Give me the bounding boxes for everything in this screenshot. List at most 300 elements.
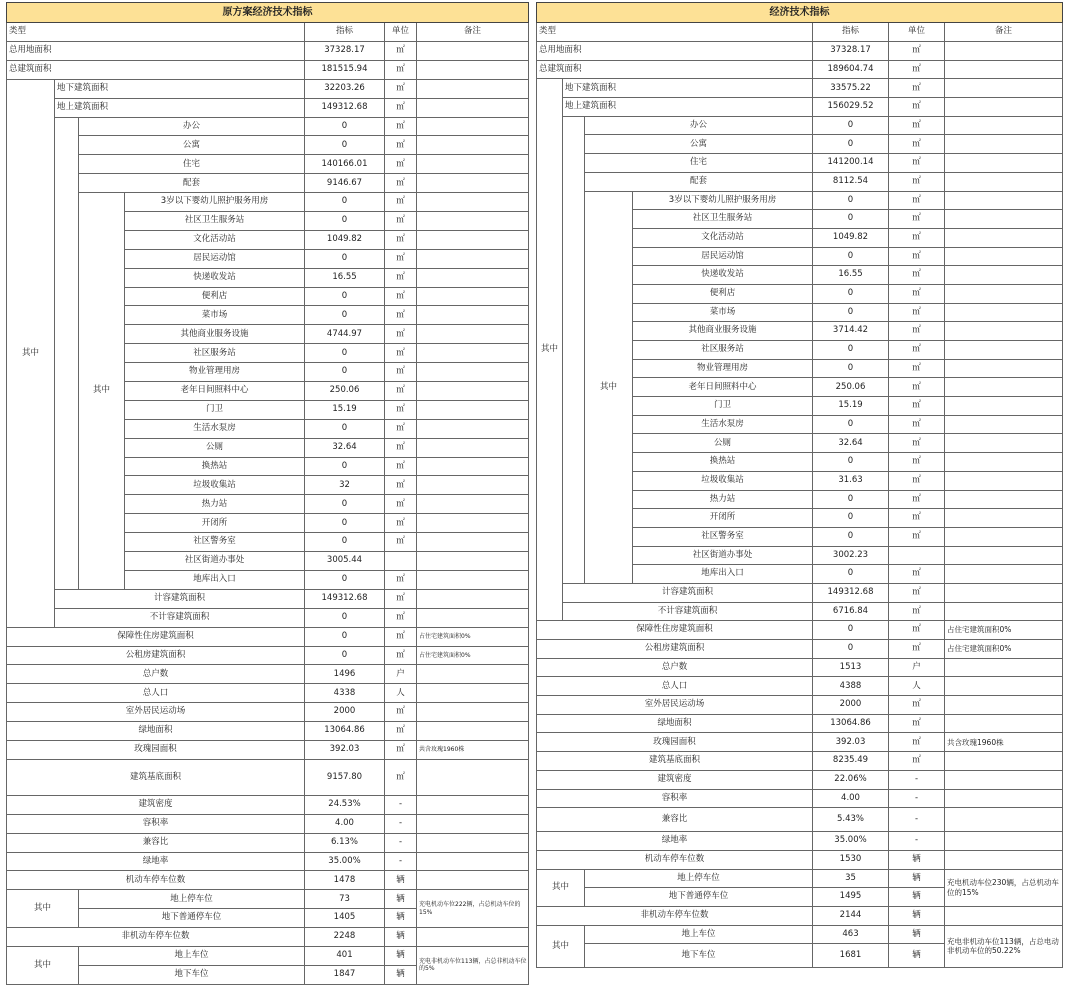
group-spacer bbox=[563, 116, 585, 583]
note-cell bbox=[945, 546, 1063, 565]
unit-cell: ㎡ bbox=[385, 570, 417, 589]
unit-cell: - bbox=[889, 832, 945, 851]
unit-cell: 辆 bbox=[889, 944, 945, 968]
note-cell bbox=[417, 136, 529, 155]
row-label: 开闭所 bbox=[633, 509, 813, 528]
value-cell: 181515.94 bbox=[305, 60, 385, 79]
unit-cell: ㎡ bbox=[889, 135, 945, 154]
value-cell: 0 bbox=[305, 495, 385, 514]
note-cell bbox=[945, 284, 1063, 303]
note-cell: 充电非机动车位113辆，占总电动非机动车位的50.22% bbox=[945, 925, 1063, 968]
note-cell bbox=[945, 135, 1063, 154]
value-cell: 0 bbox=[305, 136, 385, 155]
row-label: 兼容比 bbox=[537, 808, 813, 832]
value-cell: 32 bbox=[305, 476, 385, 495]
row-label: 地下车位 bbox=[79, 965, 305, 984]
row-label: 生活水泵房 bbox=[125, 419, 305, 438]
unit-cell: ㎡ bbox=[889, 621, 945, 640]
row-label: 住宅 bbox=[585, 154, 813, 173]
note-cell bbox=[945, 42, 1063, 61]
group-label-qizhong: 其中 bbox=[7, 946, 79, 984]
note-cell bbox=[417, 155, 529, 174]
note-cell: 共含玫瑰1960株 bbox=[945, 733, 1063, 752]
unit-cell: 辆 bbox=[385, 890, 417, 909]
value-cell: 401 bbox=[305, 946, 385, 965]
row-label: 菜市场 bbox=[125, 306, 305, 325]
value-cell: 8112.54 bbox=[813, 172, 889, 191]
value-cell: 0 bbox=[305, 627, 385, 646]
row-label: 社区服务站 bbox=[125, 344, 305, 363]
note-cell bbox=[417, 419, 529, 438]
row-label: 公租房建筑面积 bbox=[537, 640, 813, 659]
value-cell: 0 bbox=[813, 284, 889, 303]
note-cell bbox=[945, 266, 1063, 285]
note-cell bbox=[417, 363, 529, 382]
unit-cell: ㎡ bbox=[385, 759, 417, 795]
row-label: 公厕 bbox=[633, 434, 813, 453]
row-label: 兼容比 bbox=[7, 833, 305, 852]
row-label: 地上建筑面积 bbox=[55, 98, 305, 117]
unit-cell: ㎡ bbox=[889, 172, 945, 191]
unit-cell: 辆 bbox=[889, 906, 945, 925]
row-label: 社区卫生服务站 bbox=[633, 210, 813, 229]
unit-cell: ㎡ bbox=[385, 136, 417, 155]
unit-cell: ㎡ bbox=[889, 60, 945, 79]
note-cell bbox=[945, 752, 1063, 771]
unit-cell: 辆 bbox=[385, 946, 417, 965]
note-cell bbox=[945, 714, 1063, 733]
note-cell bbox=[417, 212, 529, 231]
row-label: 门卫 bbox=[633, 397, 813, 416]
note-cell bbox=[945, 191, 1063, 210]
unit-cell: ㎡ bbox=[385, 344, 417, 363]
unit-cell: - bbox=[385, 814, 417, 833]
row-label: 住宅 bbox=[79, 155, 305, 174]
row-label: 社区卫生服务站 bbox=[125, 212, 305, 231]
unit-cell: 辆 bbox=[889, 925, 945, 944]
row-label: 地库出入口 bbox=[633, 565, 813, 584]
row-label: 总户数 bbox=[537, 658, 813, 677]
note-cell bbox=[417, 722, 529, 741]
revised-scheme-table bbox=[536, 2, 1062, 968]
note-cell bbox=[417, 871, 529, 890]
unit-cell: ㎡ bbox=[385, 533, 417, 552]
value-cell: 0 bbox=[305, 457, 385, 476]
row-label: 居民运动馆 bbox=[125, 249, 305, 268]
value-cell: 24.53% bbox=[305, 795, 385, 814]
value-cell: 9157.80 bbox=[305, 759, 385, 795]
unit-cell: ㎡ bbox=[385, 722, 417, 741]
note-cell bbox=[945, 583, 1063, 602]
group-label-qizhong: 其中 bbox=[537, 869, 585, 906]
note-cell bbox=[945, 397, 1063, 416]
row-label: 地库出入口 bbox=[125, 570, 305, 589]
unit-cell: ㎡ bbox=[889, 266, 945, 285]
row-label: 菜市场 bbox=[633, 303, 813, 322]
value-cell: 33575.22 bbox=[813, 79, 889, 98]
value-cell: 0 bbox=[305, 306, 385, 325]
note-cell bbox=[417, 287, 529, 306]
value-cell: 6716.84 bbox=[813, 602, 889, 621]
value-cell: 4744.97 bbox=[305, 325, 385, 344]
value-cell: 8235.49 bbox=[813, 752, 889, 771]
unit-cell: ㎡ bbox=[889, 602, 945, 621]
note-cell: 占住宅建筑面积0% bbox=[417, 646, 529, 665]
note-cell: 占住宅建筑面积0% bbox=[945, 640, 1063, 659]
note-cell bbox=[945, 677, 1063, 696]
note-cell bbox=[417, 665, 529, 684]
unit-cell: ㎡ bbox=[385, 193, 417, 212]
value-cell: 1405 bbox=[305, 909, 385, 928]
header-unit: 单位 bbox=[385, 23, 417, 42]
row-label: 换热站 bbox=[125, 457, 305, 476]
unit-cell: ㎡ bbox=[385, 476, 417, 495]
row-label: 地下普通停车位 bbox=[79, 909, 305, 928]
note-cell bbox=[417, 98, 529, 117]
row-label: 总用地面积 bbox=[537, 42, 813, 61]
row-label: 公寓 bbox=[79, 136, 305, 155]
note-cell: 充电机动车位222辆，占总机动车位的15% bbox=[417, 890, 529, 928]
value-cell: 1049.82 bbox=[813, 228, 889, 247]
note-cell bbox=[945, 850, 1063, 869]
note-cell: 共含玫瑰1960株 bbox=[417, 740, 529, 759]
note-cell: 充电非机动车位113辆，占总非机动车位的5% bbox=[417, 946, 529, 984]
unit-cell: ㎡ bbox=[889, 397, 945, 416]
unit-cell: ㎡ bbox=[889, 303, 945, 322]
note-cell bbox=[417, 833, 529, 852]
note-cell bbox=[945, 770, 1063, 789]
value-cell: 13064.86 bbox=[305, 722, 385, 741]
original-scheme-table bbox=[6, 2, 528, 985]
value-cell: 0 bbox=[305, 193, 385, 212]
unit-cell: ㎡ bbox=[889, 42, 945, 61]
unit-cell: ㎡ bbox=[889, 471, 945, 490]
note-cell bbox=[417, 249, 529, 268]
row-label: 开闭所 bbox=[125, 514, 305, 533]
row-label: 总人口 bbox=[537, 677, 813, 696]
row-label: 地下建筑面积 bbox=[55, 79, 305, 98]
unit-cell: ㎡ bbox=[385, 268, 417, 287]
unit-cell: - bbox=[385, 833, 417, 852]
note-cell bbox=[945, 322, 1063, 341]
unit-cell: - bbox=[889, 808, 945, 832]
note-cell bbox=[945, 471, 1063, 490]
value-cell: 0 bbox=[305, 287, 385, 306]
unit-cell: ㎡ bbox=[385, 514, 417, 533]
value-cell: 3005.44 bbox=[305, 552, 385, 571]
value-cell: 250.06 bbox=[813, 378, 889, 397]
unit-cell: ㎡ bbox=[385, 400, 417, 419]
unit-cell: ㎡ bbox=[889, 490, 945, 509]
unit-cell: 辆 bbox=[385, 928, 417, 947]
unit-cell: ㎡ bbox=[889, 378, 945, 397]
value-cell: 32203.26 bbox=[305, 79, 385, 98]
row-label: 非机动车停车位数 bbox=[537, 906, 813, 925]
note-cell bbox=[417, 382, 529, 401]
value-cell: 141200.14 bbox=[813, 154, 889, 173]
row-label: 换热站 bbox=[633, 453, 813, 472]
row-label: 垃圾收集站 bbox=[125, 476, 305, 495]
value-cell: 149312.68 bbox=[305, 589, 385, 608]
row-label: 绿地面积 bbox=[537, 714, 813, 733]
value-cell: 0 bbox=[813, 565, 889, 584]
note-cell bbox=[945, 303, 1063, 322]
unit-cell: ㎡ bbox=[385, 325, 417, 344]
note-cell bbox=[945, 434, 1063, 453]
value-cell: 31.63 bbox=[813, 471, 889, 490]
row-label: 地下车位 bbox=[585, 944, 813, 968]
value-cell: 0 bbox=[813, 191, 889, 210]
unit-cell: ㎡ bbox=[889, 322, 945, 341]
note-cell bbox=[417, 79, 529, 98]
value-cell: 22.06% bbox=[813, 770, 889, 789]
value-cell: 37328.17 bbox=[305, 42, 385, 61]
note-cell bbox=[417, 928, 529, 947]
note-cell bbox=[945, 60, 1063, 79]
value-cell: 1847 bbox=[305, 965, 385, 984]
value-cell: 0 bbox=[813, 303, 889, 322]
value-cell: 0 bbox=[813, 640, 889, 659]
note-cell bbox=[417, 457, 529, 476]
note-cell bbox=[945, 490, 1063, 509]
value-cell: 4.00 bbox=[305, 814, 385, 833]
unit-cell: ㎡ bbox=[385, 306, 417, 325]
row-label: 社区服务站 bbox=[633, 341, 813, 360]
unit-cell: 户 bbox=[889, 658, 945, 677]
value-cell: 16.55 bbox=[305, 268, 385, 287]
unit-cell: ㎡ bbox=[385, 438, 417, 457]
value-cell: 9146.67 bbox=[305, 174, 385, 193]
note-cell bbox=[417, 852, 529, 871]
value-cell: 15.19 bbox=[305, 400, 385, 419]
unit-cell: ㎡ bbox=[385, 740, 417, 759]
value-cell: 0 bbox=[305, 363, 385, 382]
note-cell bbox=[945, 789, 1063, 808]
value-cell: 3714.42 bbox=[813, 322, 889, 341]
unit-cell: 人 bbox=[889, 677, 945, 696]
value-cell: 149312.68 bbox=[305, 98, 385, 117]
row-label: 热力站 bbox=[125, 495, 305, 514]
note-cell bbox=[417, 703, 529, 722]
unit-cell: ㎡ bbox=[889, 359, 945, 378]
row-label: 玫瑰园面积 bbox=[537, 733, 813, 752]
row-label: 生活水泵房 bbox=[633, 415, 813, 434]
unit-cell: ㎡ bbox=[889, 191, 945, 210]
note-cell: 占住宅建筑面积0% bbox=[945, 621, 1063, 640]
value-cell: 0 bbox=[305, 344, 385, 363]
row-label: 总建筑面积 bbox=[537, 60, 813, 79]
note-cell bbox=[945, 154, 1063, 173]
value-cell: 1496 bbox=[305, 665, 385, 684]
value-cell: 35.00% bbox=[305, 852, 385, 871]
value-cell: 32.64 bbox=[813, 434, 889, 453]
table-title: 经济技术指标 bbox=[537, 3, 1063, 23]
unit-cell: ㎡ bbox=[889, 415, 945, 434]
note-cell bbox=[417, 60, 529, 79]
note-cell bbox=[945, 116, 1063, 135]
row-label: 地上停车位 bbox=[79, 890, 305, 909]
unit-cell: ㎡ bbox=[889, 284, 945, 303]
unit-cell: ㎡ bbox=[889, 733, 945, 752]
unit-cell: 户 bbox=[385, 665, 417, 684]
note-cell bbox=[417, 42, 529, 61]
value-cell: 0 bbox=[813, 621, 889, 640]
unit-cell: - bbox=[385, 795, 417, 814]
unit-cell: - bbox=[889, 770, 945, 789]
note-cell bbox=[945, 658, 1063, 677]
row-label: 绿地率 bbox=[537, 832, 813, 851]
unit-cell: ㎡ bbox=[385, 42, 417, 61]
row-label: 计容建筑面积 bbox=[55, 589, 305, 608]
row-label: 热力站 bbox=[633, 490, 813, 509]
note-cell bbox=[945, 228, 1063, 247]
note-cell bbox=[945, 832, 1063, 851]
note-cell bbox=[417, 552, 529, 571]
unit-cell bbox=[385, 552, 417, 571]
row-label: 地下建筑面积 bbox=[563, 79, 813, 98]
value-cell: 0 bbox=[305, 419, 385, 438]
row-label: 室外居民运动场 bbox=[7, 703, 305, 722]
row-label: 机动车停车位数 bbox=[7, 871, 305, 890]
row-label: 保障性住房建筑面积 bbox=[7, 627, 305, 646]
value-cell: 3002.23 bbox=[813, 546, 889, 565]
note-cell bbox=[417, 400, 529, 419]
unit-cell: 辆 bbox=[385, 965, 417, 984]
row-label: 社区警务室 bbox=[633, 527, 813, 546]
note-cell bbox=[417, 795, 529, 814]
unit-cell: ㎡ bbox=[889, 116, 945, 135]
value-cell: 2000 bbox=[813, 696, 889, 715]
value-cell: 0 bbox=[813, 135, 889, 154]
row-label: 机动车停车位数 bbox=[537, 850, 813, 869]
value-cell: 35.00% bbox=[813, 832, 889, 851]
note-cell bbox=[417, 514, 529, 533]
row-label: 3岁以下婴幼儿照护服务用房 bbox=[633, 191, 813, 210]
note-cell bbox=[945, 378, 1063, 397]
note-cell bbox=[417, 495, 529, 514]
value-cell: 0 bbox=[305, 249, 385, 268]
value-cell: 0 bbox=[813, 453, 889, 472]
note-cell bbox=[945, 509, 1063, 528]
note-cell bbox=[945, 527, 1063, 546]
unit-cell: ㎡ bbox=[385, 589, 417, 608]
value-cell: 0 bbox=[813, 490, 889, 509]
value-cell: 0 bbox=[305, 117, 385, 136]
note-cell bbox=[945, 696, 1063, 715]
value-cell: 0 bbox=[813, 247, 889, 266]
unit-cell: ㎡ bbox=[889, 752, 945, 771]
value-cell: 392.03 bbox=[813, 733, 889, 752]
group-label-qizhong: 其中 bbox=[585, 191, 633, 583]
value-cell: 1495 bbox=[813, 888, 889, 907]
row-label: 容积率 bbox=[537, 789, 813, 808]
unit-cell: ㎡ bbox=[889, 98, 945, 117]
row-label: 社区街道办事处 bbox=[633, 546, 813, 565]
unit-cell: ㎡ bbox=[889, 79, 945, 98]
value-cell: 149312.68 bbox=[813, 583, 889, 602]
value-cell: 0 bbox=[813, 527, 889, 546]
value-cell: 156029.52 bbox=[813, 98, 889, 117]
note-cell bbox=[417, 230, 529, 249]
row-label: 计容建筑面积 bbox=[563, 583, 813, 602]
note-cell bbox=[417, 193, 529, 212]
note-cell bbox=[945, 453, 1063, 472]
row-label: 老年日间照料中心 bbox=[633, 378, 813, 397]
value-cell: 0 bbox=[813, 116, 889, 135]
group-label-qizhong: 其中 bbox=[7, 79, 55, 627]
row-label: 居民运动馆 bbox=[633, 247, 813, 266]
value-cell: 73 bbox=[305, 890, 385, 909]
row-label: 地上车位 bbox=[585, 925, 813, 944]
note-cell bbox=[417, 759, 529, 795]
row-label: 绿地率 bbox=[7, 852, 305, 871]
value-cell: 1478 bbox=[305, 871, 385, 890]
row-label: 地上车位 bbox=[79, 946, 305, 965]
row-label: 配套 bbox=[585, 172, 813, 191]
note-cell bbox=[417, 438, 529, 457]
row-label: 物业管理用房 bbox=[125, 363, 305, 382]
row-label: 便利店 bbox=[633, 284, 813, 303]
unit-cell: - bbox=[385, 852, 417, 871]
unit-cell: 辆 bbox=[385, 909, 417, 928]
row-label: 总户数 bbox=[7, 665, 305, 684]
unit-cell: ㎡ bbox=[385, 249, 417, 268]
unit-cell: ㎡ bbox=[385, 382, 417, 401]
value-cell: 0 bbox=[813, 341, 889, 360]
value-cell: 1681 bbox=[813, 944, 889, 968]
unit-cell: ㎡ bbox=[889, 247, 945, 266]
value-cell: 0 bbox=[813, 415, 889, 434]
note-cell bbox=[417, 589, 529, 608]
unit-cell: ㎡ bbox=[385, 174, 417, 193]
row-label: 公租房建筑面积 bbox=[7, 646, 305, 665]
note-cell bbox=[417, 174, 529, 193]
unit-cell: ㎡ bbox=[889, 527, 945, 546]
value-cell: 1049.82 bbox=[305, 230, 385, 249]
note-cell bbox=[945, 906, 1063, 925]
note-cell bbox=[417, 608, 529, 627]
note-cell bbox=[945, 415, 1063, 434]
value-cell: 0 bbox=[813, 509, 889, 528]
row-label: 地上停车位 bbox=[585, 869, 813, 888]
unit-cell: ㎡ bbox=[385, 98, 417, 117]
table-title: 原方案经济技术指标 bbox=[7, 3, 529, 23]
note-cell bbox=[945, 172, 1063, 191]
group-label-qizhong: 其中 bbox=[537, 79, 563, 621]
unit-cell: ㎡ bbox=[385, 627, 417, 646]
row-label: 地上建筑面积 bbox=[563, 98, 813, 117]
value-cell: 37328.17 bbox=[813, 42, 889, 61]
group-spacer bbox=[55, 117, 79, 589]
unit-cell: 辆 bbox=[385, 871, 417, 890]
note-cell bbox=[945, 98, 1063, 117]
row-label: 门卫 bbox=[125, 400, 305, 419]
unit-cell: ㎡ bbox=[385, 703, 417, 722]
row-label: 地下普通停车位 bbox=[585, 888, 813, 907]
row-label: 建筑密度 bbox=[537, 770, 813, 789]
unit-cell: 辆 bbox=[889, 869, 945, 888]
row-label: 其他商业服务设施 bbox=[125, 325, 305, 344]
value-cell: 189604.74 bbox=[813, 60, 889, 79]
unit-cell: ㎡ bbox=[385, 212, 417, 231]
unit-cell: ㎡ bbox=[889, 228, 945, 247]
value-cell: 392.03 bbox=[305, 740, 385, 759]
unit-cell: ㎡ bbox=[385, 155, 417, 174]
note-cell bbox=[417, 476, 529, 495]
unit-cell: ㎡ bbox=[889, 453, 945, 472]
unit-cell: ㎡ bbox=[385, 60, 417, 79]
value-cell: 1530 bbox=[813, 850, 889, 869]
